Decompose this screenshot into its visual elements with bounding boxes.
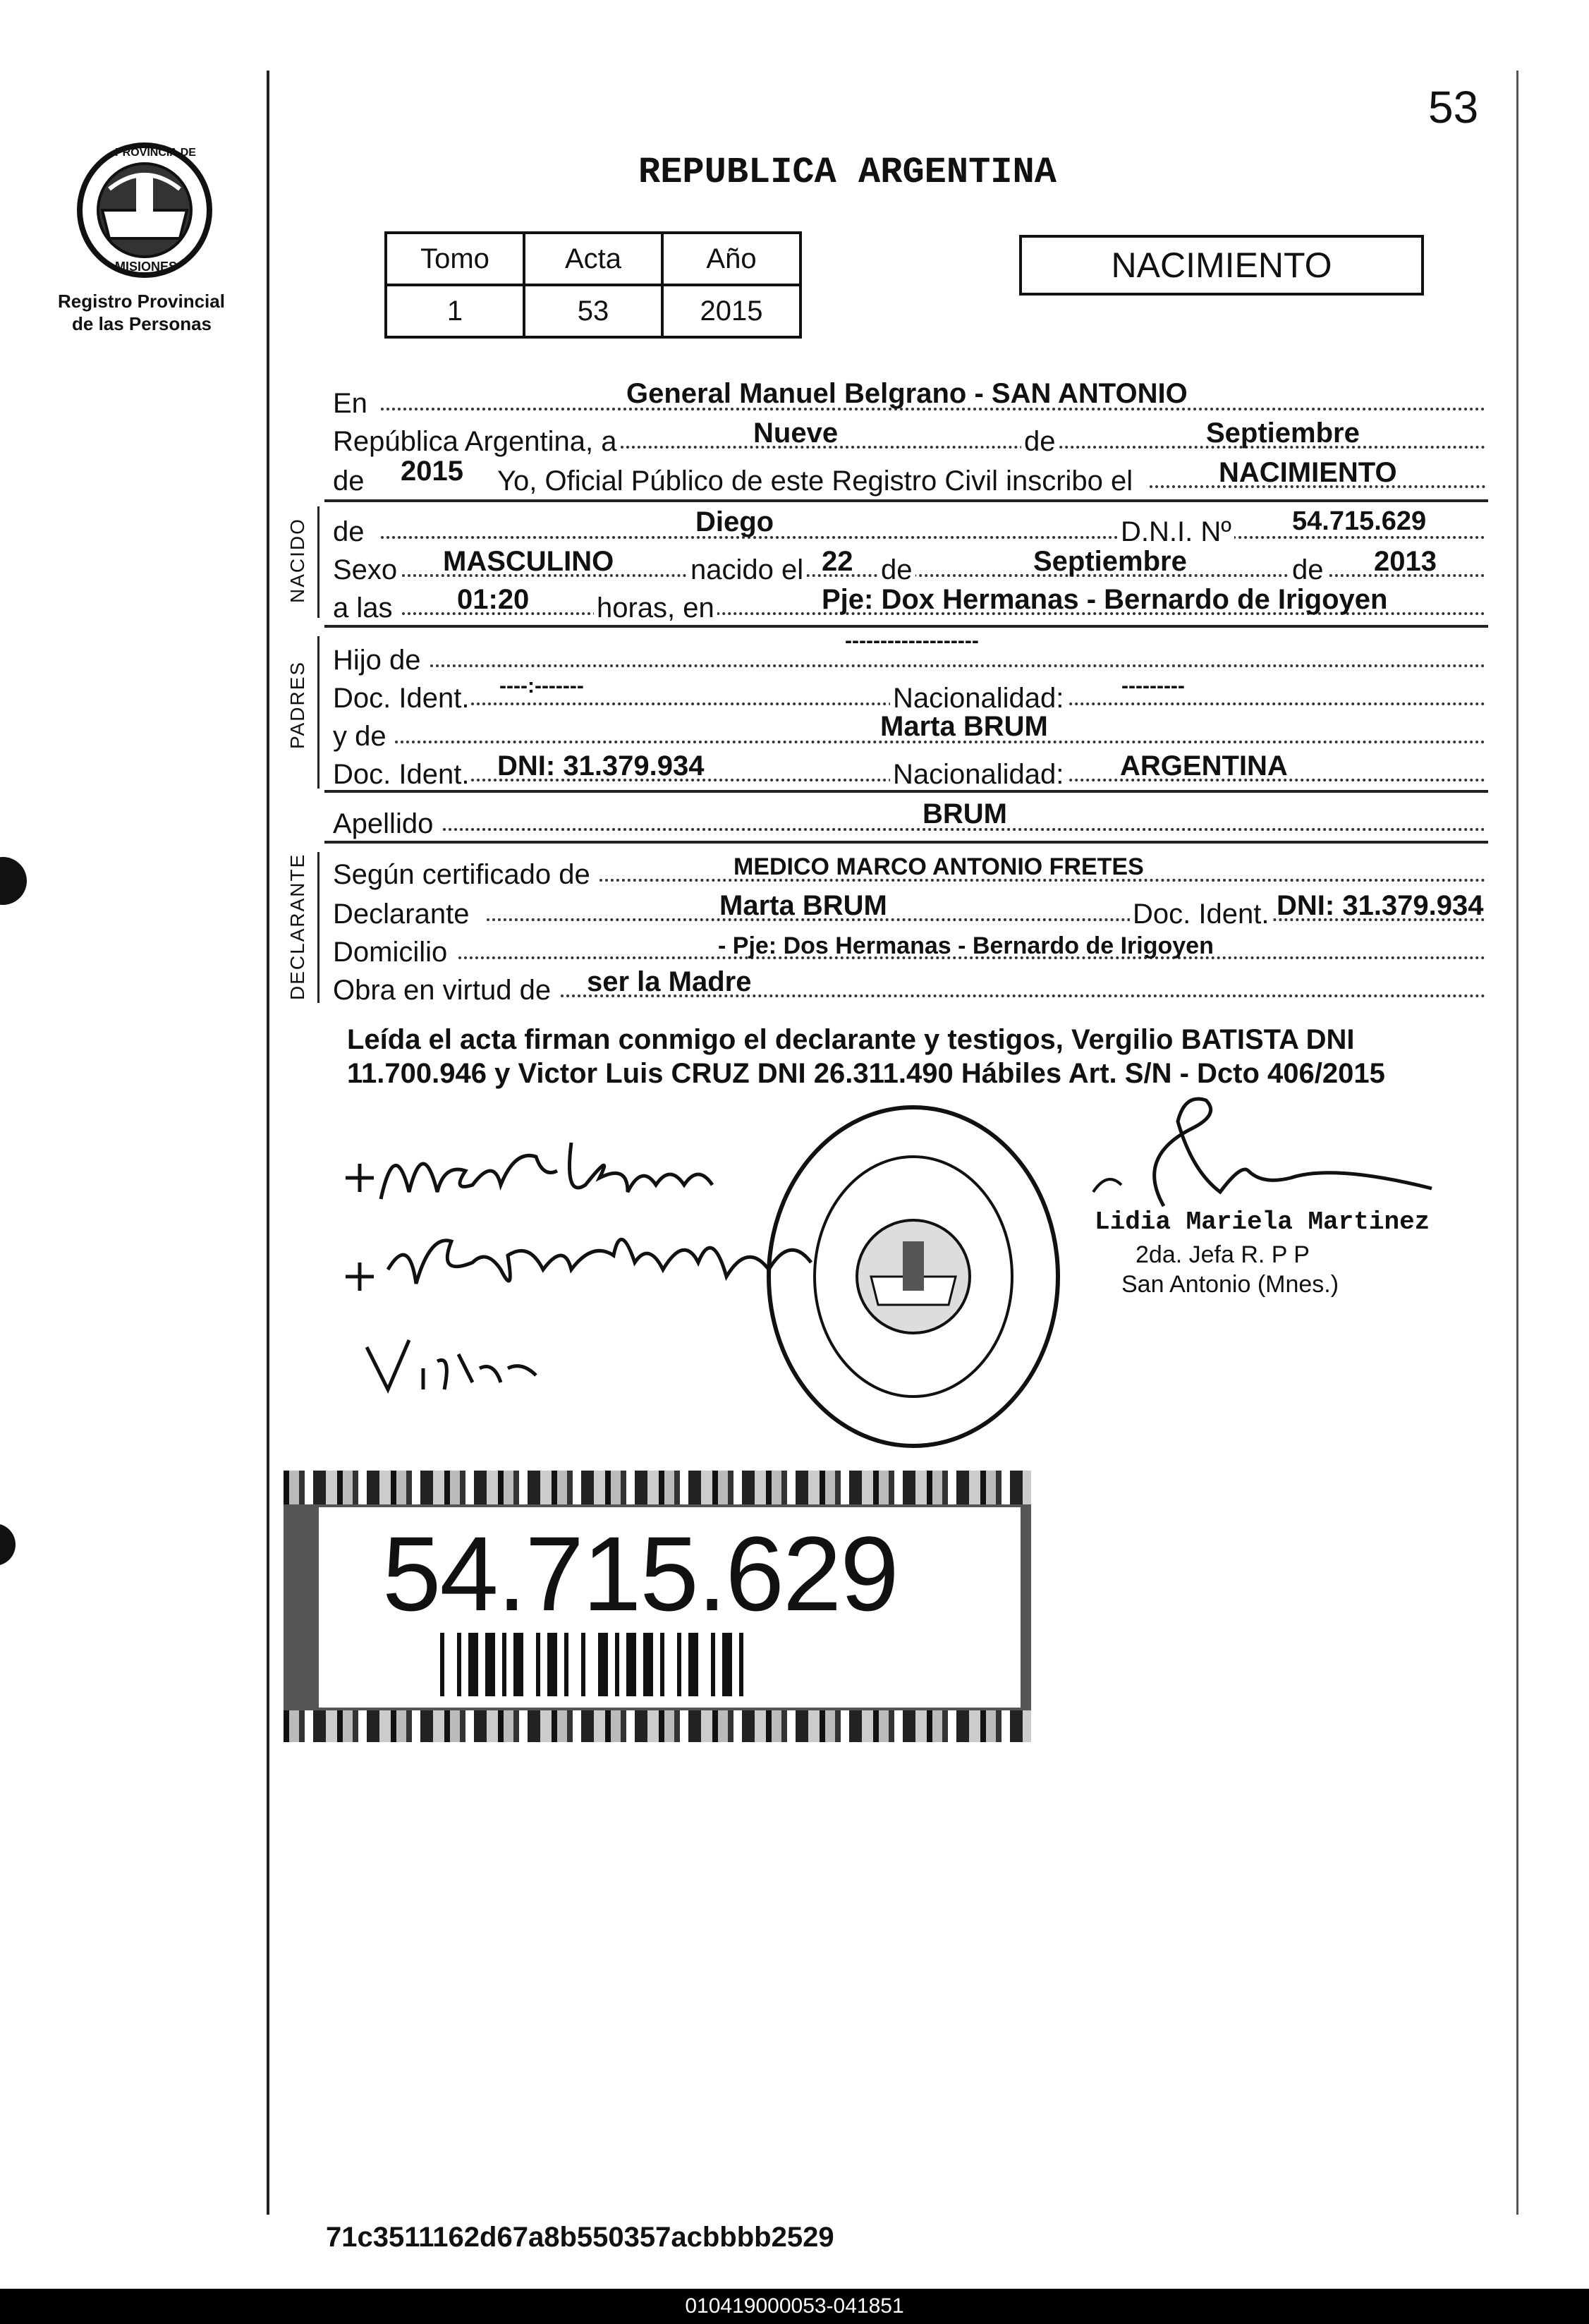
nacido-de-label: de xyxy=(333,516,365,547)
dni-label: D.N.I. Nº xyxy=(1118,516,1234,548)
registry-stamp-icon xyxy=(758,1100,1069,1453)
barcode-bar xyxy=(547,1633,557,1696)
yo-label: Yo, Oficial Público de este Registro Civil inscribo el xyxy=(497,466,1133,497)
decl-doc-label: Doc. Ident. xyxy=(1130,899,1272,930)
year-de-label: de xyxy=(333,466,365,497)
signature-official-icon xyxy=(1079,1086,1446,1213)
apellido-value: BRUM xyxy=(923,798,1007,829)
barcode-bar xyxy=(643,1633,653,1696)
document-title: REPUBLICA ARGENTINA xyxy=(638,152,1057,193)
nacido-bar xyxy=(317,506,319,618)
barcode-bar xyxy=(688,1633,698,1696)
footer-id: 010419000053-041851 xyxy=(685,2294,904,2318)
yde-label: y de xyxy=(333,721,386,752)
doc1-label: Doc. Ident. xyxy=(333,683,470,714)
footer-bar xyxy=(0,2289,1589,2324)
barcode-bar xyxy=(677,1633,681,1696)
birth-month-value: Septiembre xyxy=(1033,546,1187,577)
declarante-bar xyxy=(317,852,319,1003)
signature-marta-brum-icon xyxy=(331,1121,755,1213)
month-de-label: de xyxy=(1021,426,1059,458)
barcode-bar xyxy=(598,1633,608,1696)
record-table-header xyxy=(386,233,800,285)
horas-label: horas, en xyxy=(594,592,717,624)
doc1-value: ----:------- xyxy=(499,674,584,698)
barcode-bar xyxy=(457,1633,461,1696)
year-value: 2015 xyxy=(401,456,463,487)
official-place: San Antonio (Mnes.) xyxy=(1121,1271,1339,1298)
inscribo-value: NACIMIENTO xyxy=(1219,457,1397,488)
nac1-label: Nacionalidad: xyxy=(890,683,1066,714)
month-value: Septiembre xyxy=(1206,418,1360,449)
type-box: NACIMIENTO xyxy=(1019,235,1424,296)
nacido-section-label: NACIDO xyxy=(286,518,308,603)
value-acta: 53 xyxy=(524,285,662,337)
alas-label: a las xyxy=(333,592,393,623)
decl-doc-value: DNI: 31.379.934 xyxy=(1277,890,1484,921)
header-tomo: Tomo xyxy=(386,233,524,285)
page-number: 53 xyxy=(1428,82,1479,133)
birth-day-value: 22 xyxy=(822,546,853,577)
nac2-value: ARGENTINA xyxy=(1120,750,1288,781)
logo-arc-text: PROVINCIA DE xyxy=(115,147,196,159)
barcode-bar xyxy=(711,1633,715,1696)
time-value: 01:20 xyxy=(457,584,530,615)
republica-label: República Argentina, a xyxy=(333,426,617,457)
barcode-bar xyxy=(468,1633,478,1696)
province-logo xyxy=(74,133,215,288)
separator-2 xyxy=(324,625,1488,628)
day-value: Nueve xyxy=(753,418,839,449)
obra-label: Obra en virtud de xyxy=(333,975,552,1006)
closing-line-2: 11.700.946 y Victor Luis CRUZ DNI 26.311.490 Hábiles Art. S/N - Dcto 406/2015 xyxy=(347,1058,1385,1089)
nacido-name-value: Diego xyxy=(695,506,774,537)
logo-caption-2: de las Personas xyxy=(72,313,212,334)
record-table xyxy=(384,231,802,339)
barcode-bar xyxy=(660,1633,664,1696)
logo-caption-1: Registro Provincial xyxy=(58,291,225,312)
barcode-pattern-bottom xyxy=(284,1710,1031,1742)
declarante-value: Marta BRUM xyxy=(719,890,887,921)
right-margin-line xyxy=(1516,71,1518,2215)
barcode-sticker xyxy=(284,1471,1031,1742)
value-anio: 2015 xyxy=(662,285,800,337)
official-name: Lidia Mariela Martinez xyxy=(1095,1207,1430,1236)
doc2-label: Doc. Ident. xyxy=(333,759,470,790)
barcode-pattern-top xyxy=(284,1471,1031,1504)
barcode-bar xyxy=(564,1633,568,1696)
binder-hole-bottom xyxy=(0,1523,16,1566)
sexo-label: Sexo xyxy=(333,554,398,585)
stamp-inner-text xyxy=(758,1100,759,1101)
en-label: En xyxy=(333,388,367,419)
obra-value: ser la Madre xyxy=(587,966,752,997)
barcode-bar xyxy=(626,1633,636,1696)
apellido-label: Apellido xyxy=(333,808,434,839)
document-hash: 71c3511162d67a8b550357acbbbb2529 xyxy=(326,2222,834,2253)
logo-bottom-text: MISIONES xyxy=(115,260,178,274)
barcode-bar xyxy=(502,1633,506,1696)
segun-value: MEDICO MARCO ANTONIO FRETES xyxy=(733,853,1144,880)
registry-stamp xyxy=(758,1100,1069,1453)
padres-bar xyxy=(317,636,319,789)
hijo-dots xyxy=(430,664,1485,667)
barcode-bar xyxy=(485,1633,495,1696)
dni-value: 54.715.629 xyxy=(1292,506,1427,536)
left-margin-line xyxy=(267,71,269,2215)
doc2-value: DNI: 31.379.934 xyxy=(497,750,705,781)
segun-label: Según certificado de xyxy=(333,859,590,890)
barcode-bars xyxy=(440,1633,891,1696)
barcode-bar xyxy=(722,1633,732,1696)
hijo-value: ------------------- xyxy=(845,629,979,652)
yde-value: Marta BRUM xyxy=(880,711,1048,742)
barcode-bar xyxy=(581,1633,585,1696)
separator-3 xyxy=(324,790,1488,793)
binder-hole-top xyxy=(0,857,27,905)
separator-4 xyxy=(324,841,1488,844)
nac2-label: Nacionalidad: xyxy=(890,759,1066,791)
birth-year-value: 2013 xyxy=(1374,546,1437,577)
closing-line-1: Leída el acta firman conmigo el declarante y testigos, Vergilio BATISTA DNI xyxy=(347,1024,1355,1055)
declarante-label: Declarante xyxy=(333,899,470,930)
barcode-bar xyxy=(615,1633,619,1696)
birth-year-de-label: de xyxy=(1289,554,1327,586)
hijo-label: Hijo de xyxy=(333,645,421,676)
nacido-el-label: nacido el xyxy=(688,554,806,586)
value-tomo: 1 xyxy=(386,285,524,337)
barcode-number: 54.715.629 xyxy=(382,1514,898,1633)
barcode-bar xyxy=(739,1633,743,1696)
birth-de-label: de xyxy=(878,554,915,586)
signature-victor-icon xyxy=(346,1326,557,1404)
birth-place-value: Pje: Dox Hermanas - Bernardo de Irigoyen xyxy=(822,584,1388,615)
en-value: General Manuel Belgrano - SAN ANTONIO xyxy=(626,378,1188,409)
header-acta: Acta xyxy=(524,233,662,285)
domicilio-value: - Pje: Dos Hermanas - Bernardo de Irigoyen xyxy=(718,932,1214,959)
record-table-values xyxy=(386,285,800,337)
separator-1 xyxy=(324,499,1488,502)
sexo-value: MASCULINO xyxy=(443,546,614,577)
domicilio-label: Domicilio xyxy=(333,937,448,968)
header-anio: Año xyxy=(662,233,800,285)
nac1-value: --------- xyxy=(1121,674,1185,698)
padres-section-label: PADRES xyxy=(286,660,308,749)
barcode-bar xyxy=(513,1633,523,1696)
declarante-section-label: DECLARANTE xyxy=(286,853,308,1000)
barcode-bar xyxy=(536,1633,540,1696)
barcode-bar xyxy=(440,1633,444,1696)
official-role: 2da. Jefa R. P P xyxy=(1136,1241,1310,1268)
